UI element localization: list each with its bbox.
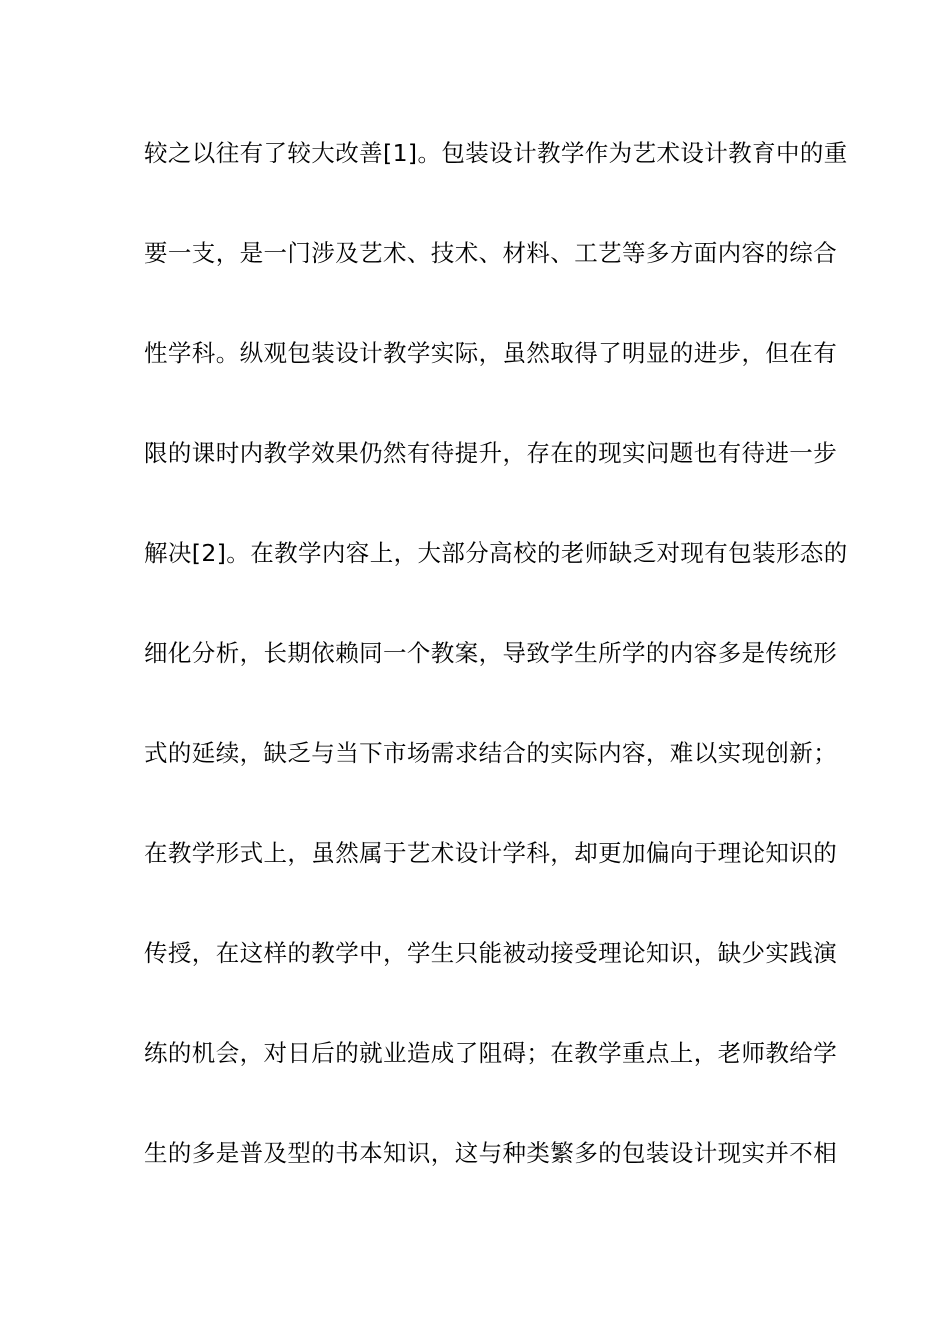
body-paragraph	[144, 133, 848, 1233]
text-line-7: 式的延续，缺乏与当下市场需求结合的实际内容，难以实现创新；	[144, 739, 838, 767]
text-line-5: 解决[2]。在教学内容上，大部分高校的老师缺乏对现有包装形态的	[144, 539, 848, 567]
text-line-8: 在教学形式上，虽然属于艺术设计学科，却更加偏向于理论知识的	[144, 839, 838, 867]
text-line-4: 限的课时内教学效果仍然有待提升，存在的现实问题也有待进一步	[144, 439, 838, 467]
text-line-9: 传授，在这样的教学中，学生只能被动接受理论知识，缺少实践演	[144, 939, 838, 967]
text-line-6: 细化分析，长期依赖同一个教案，导致学生所学的内容多是传统形	[144, 639, 838, 667]
text-line-11: 生的多是普及型的书本知识，这与种类繁多的包装设计现实并不相	[144, 1139, 838, 1167]
text-line-10: 练的机会，对日后的就业造成了阻碍；在教学重点上，老师教给学	[144, 1039, 838, 1067]
text-line-2: 要一支，是一门涉及艺术、技术、材料、工艺等多方面内容的综合	[144, 239, 838, 267]
text-line-3: 性学科。纵观包装设计教学实际，虽然取得了明显的进步，但在有	[144, 339, 838, 367]
text-line-1: 较之以往有了较大改善[1]。包装设计教学作为艺术设计教育中的重	[144, 139, 848, 167]
